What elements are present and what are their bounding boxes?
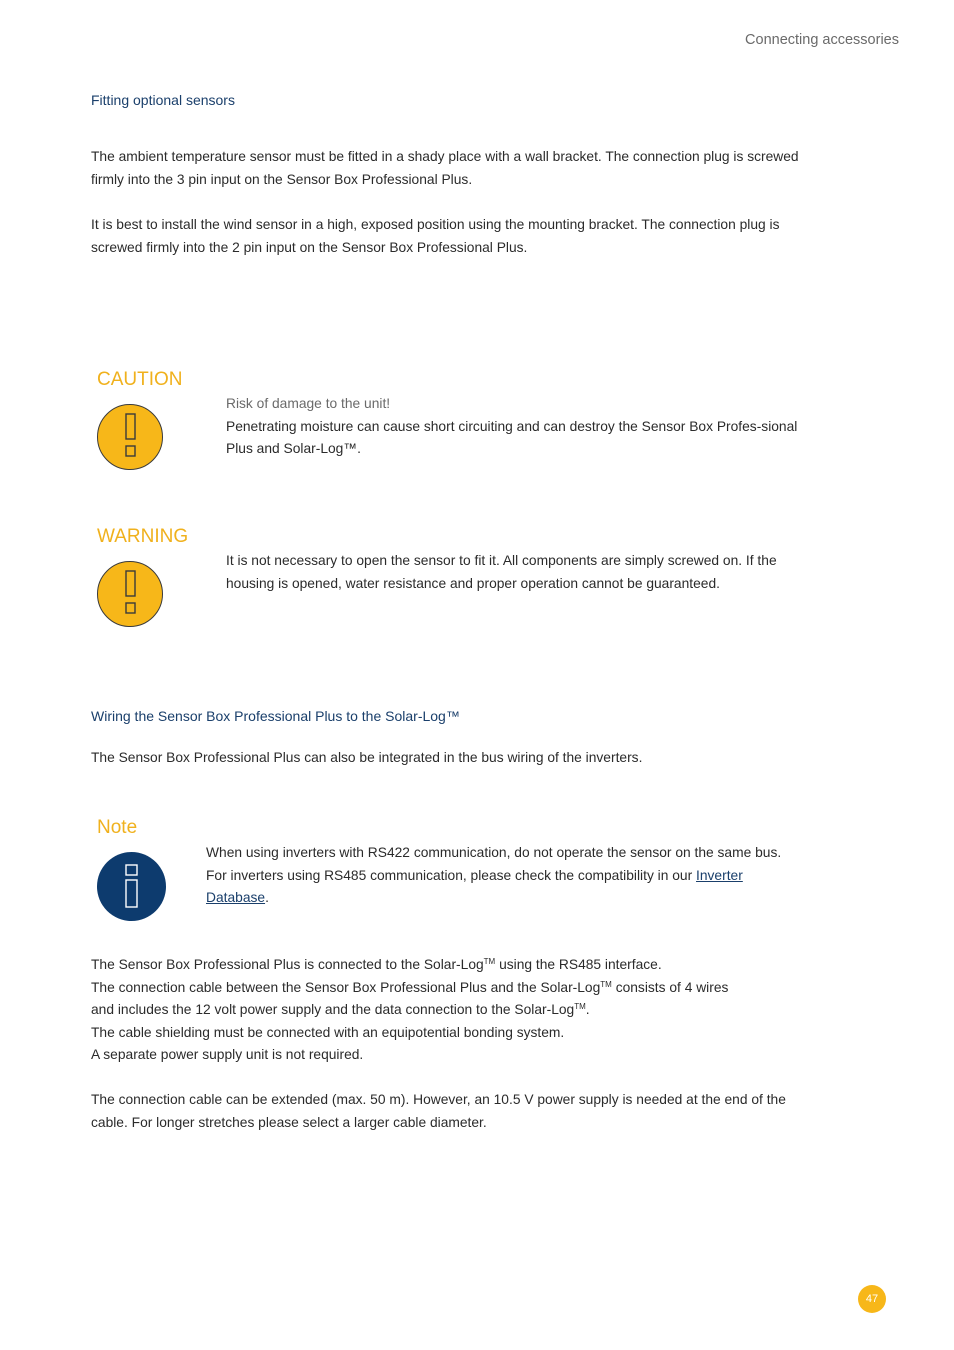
tm-mark: TM	[600, 979, 612, 989]
caution-text: Penetrating moisture can cause short circuiting and can destroy the Sensor Box Profes-sional Plus and Solar-Log™.	[226, 418, 798, 457]
caution-title: CAUTION	[97, 369, 183, 390]
cable-extension-text: The connection cable can be extended (max. 50 m). However, an 10.5 V power supply is needed at the end of the cable. For longer stretches please select a larger cable diameter.	[91, 1092, 786, 1130]
inverter-database-link[interactable]: Inverter Database	[206, 867, 743, 906]
fitting-text-2: It is best to install the wind sensor in a high, exposed position using the mounting bracket. The connection plug is screwed firmly into the 2 pin input on the Sensor Box Professional Plus.	[91, 217, 780, 255]
running-header: Connecting accessories	[745, 32, 899, 48]
section-heading-fitting: Fitting optional sensors	[91, 92, 235, 108]
connection-line-2: The connection cable between the Sensor Box Professional Plus and the Solar-Log™ consists of 4 wires	[91, 979, 729, 995]
note-line-2: For inverters using RS485 communication, please check the compatibility in our Inverter Database.	[206, 867, 743, 906]
wiring-paragraph	[91, 747, 826, 770]
caution-body	[226, 393, 826, 461]
connection-line-5: A separate power supply unit is not required.	[91, 1047, 364, 1063]
caution-exclamation-icon	[97, 404, 163, 470]
warning-text: It is not necessary to open the sensor to fit it. All components are simply screwed on. If the housing is opened, water resistance and proper operation cannot be guaranteed.	[226, 553, 777, 591]
tm-mark: TM	[483, 957, 496, 966]
note-line-1: When using inverters with RS422 communication, do not operate the sensor on the same bus.	[206, 845, 782, 860]
note-title: Note	[97, 817, 138, 838]
page-number-badge: 47	[858, 1285, 886, 1313]
fitting-text-1: The ambient temperature sensor must be fitted in a shady place with a wall bracket. The connection plug is screwed firmly into the 3 pin input on the Sensor Box Professional Plus.	[91, 149, 799, 187]
tm-mark: TM	[574, 1002, 586, 1012]
warning-exclamation-icon	[97, 561, 163, 627]
connection-line-3: and includes the 12 volt power supply and the data connection to the Solar-Log™.	[91, 1002, 590, 1018]
note-info-icon	[97, 852, 166, 921]
note-body	[206, 842, 818, 910]
cable-extension-paragraph	[91, 1089, 826, 1134]
connection-paragraph	[91, 954, 826, 1067]
fitting-paragraph-1	[91, 146, 826, 191]
section-heading-wiring: Wiring the Sensor Box Professional Plus to the Solar-Log™	[91, 708, 460, 724]
wiring-text: The Sensor Box Professional Plus can also be integrated in the bus wiring of the inverters.	[91, 750, 643, 765]
note-line-2-text: For inverters using RS485 communication, please check the compatibility in our	[206, 867, 693, 883]
fitting-paragraph-2	[91, 214, 826, 259]
connection-line-1: The Sensor Box Professional Plus is connected to the Solar-Log™ using the RS485 interface.	[91, 957, 662, 972]
warning-body	[226, 550, 826, 595]
caution-subtitle: Risk of damage to the unit!	[226, 396, 391, 411]
connection-line-4: The cable shielding must be connected with an equipotential bonding system.	[91, 1024, 565, 1040]
warning-title: WARNING	[97, 526, 189, 547]
